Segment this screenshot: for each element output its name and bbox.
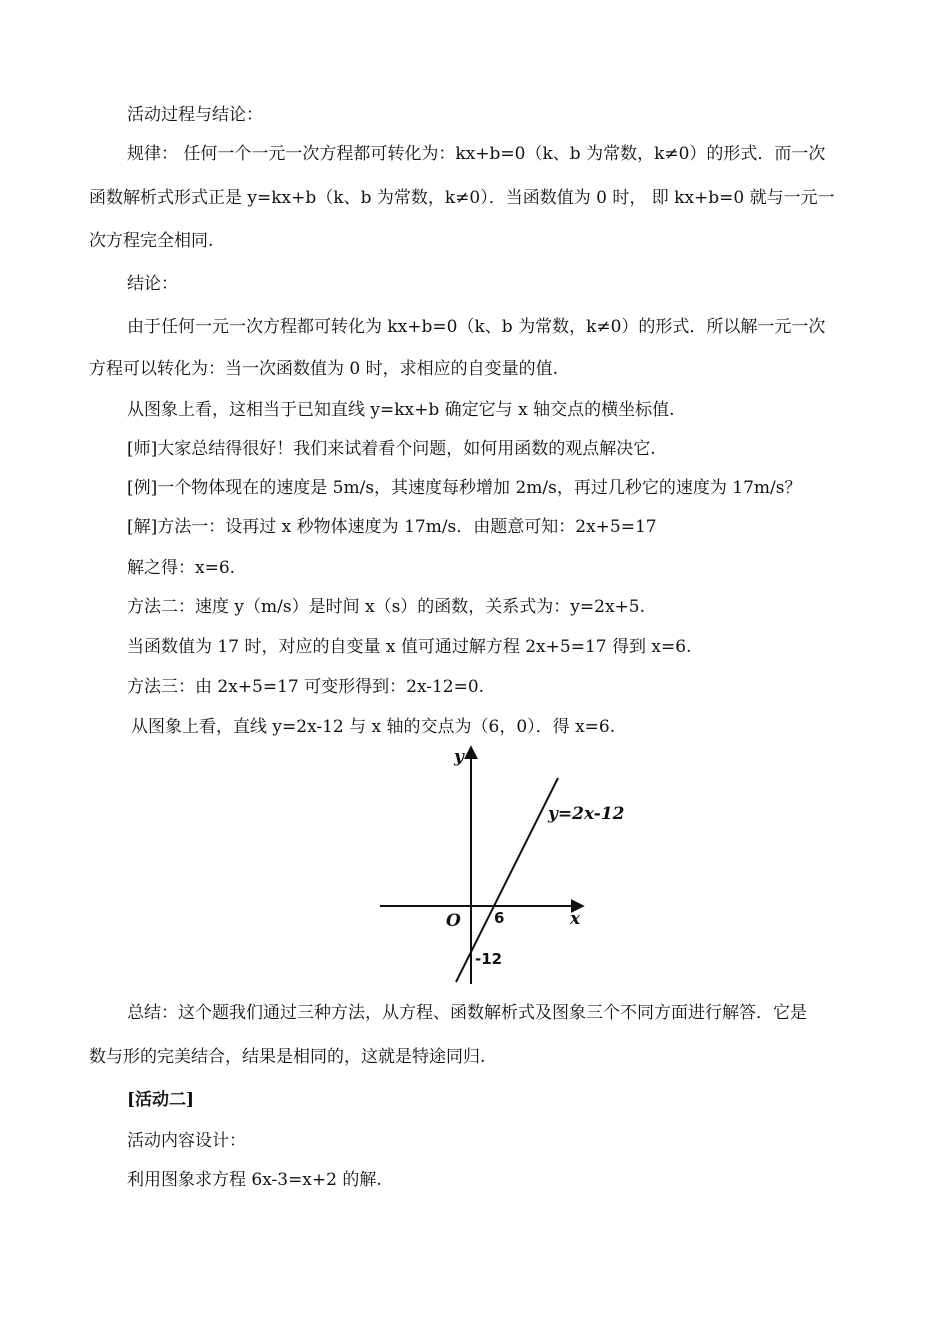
paragraph-teacher: [师]大家总结得很好！我们来试着看个问题，如何用函数的观点解决它.	[127, 439, 656, 459]
x-intercept-label: 6	[494, 909, 505, 927]
paragraph-summary-line-1: 总结：这个题我们通过三种方法，从方程、函数解析式及图象三个不同方面进行解答．它是	[127, 1003, 807, 1023]
activity-design-heading: 活动内容设计：	[127, 1131, 246, 1151]
section-heading-process: 活动过程与结论：	[127, 105, 263, 125]
paragraph-conclusion-line-1: 由于任何一元一次方程都可转化为 kx+b=0（k、b 为常数，k≠0）的形式．所以解一元一次	[127, 317, 826, 337]
paragraph-solution-result: 解之得：x=6.	[127, 558, 236, 578]
paragraph-example: [例]一个物体现在的速度是 5m/s，其速度每秒增加 2m/s，再过几秒它的速度为 17m/s？	[127, 478, 802, 498]
paragraph-method-3: 方法三：由 2x+5=17 可变形得到：2x-12=0.	[127, 677, 485, 697]
paragraph-conclusion-line-2: 方程可以转化为：当一次函数值为 0 时，求相应的自变量的值.	[89, 359, 559, 379]
conclusion-heading: 结论：	[127, 274, 178, 294]
paragraph-rule-line-2: 函数解析式形式正是 y=kx+b（k、b 为常数，k≠0）．当函数值为 0 时， 即 kx+b=0 就与一元一	[89, 188, 835, 208]
paragraph-graph-view: 从图象上看，这相当于已知直线 y=kx+b 确定它与 x 轴交点的横坐标值.	[127, 400, 675, 420]
paragraph-rule-line-1: 规律： 任何一个一元一次方程都可转化为：kx+b=0（k、b 为常数，k≠0）的形式．而一次	[127, 144, 826, 164]
section-heading-activity-2: [活动二]	[127, 1090, 195, 1110]
y-axis-label: y	[454, 747, 464, 767]
function-graph	[370, 742, 630, 992]
paragraph-rule-line-3: 次方程完全相同.	[89, 231, 214, 251]
y-intercept-label: -12	[475, 950, 503, 968]
origin-label: O	[446, 911, 461, 931]
line-equation-label: y=2x-12	[548, 804, 625, 824]
paragraph-solution-method-1: [解]方法一：设再过 x 秒物体速度为 17m/s．由题意可知：2x+5=17	[127, 517, 657, 537]
paragraph-method-3-graph: 从图象上看，直线 y=2x-12 与 x 轴的交点为（6，0）．得 x=6.	[131, 717, 616, 737]
paragraph-activity-task: 利用图象求方程 6x-3=x+2 的解.	[127, 1170, 382, 1190]
x-axis-label: x	[570, 909, 581, 929]
paragraph-method-2: 方法二：速度 y（m/s）是时间 x（s）的函数，关系式为：y=2x+5.	[127, 597, 646, 617]
paragraph-method-2-result: 当函数值为 17 时，对应的自变量 x 值可通过解方程 2x+5=17 得到 x=6.	[127, 637, 692, 657]
paragraph-summary-line-2: 数与形的完美结合，结果是相同的，这就是特途同归.	[89, 1047, 486, 1067]
